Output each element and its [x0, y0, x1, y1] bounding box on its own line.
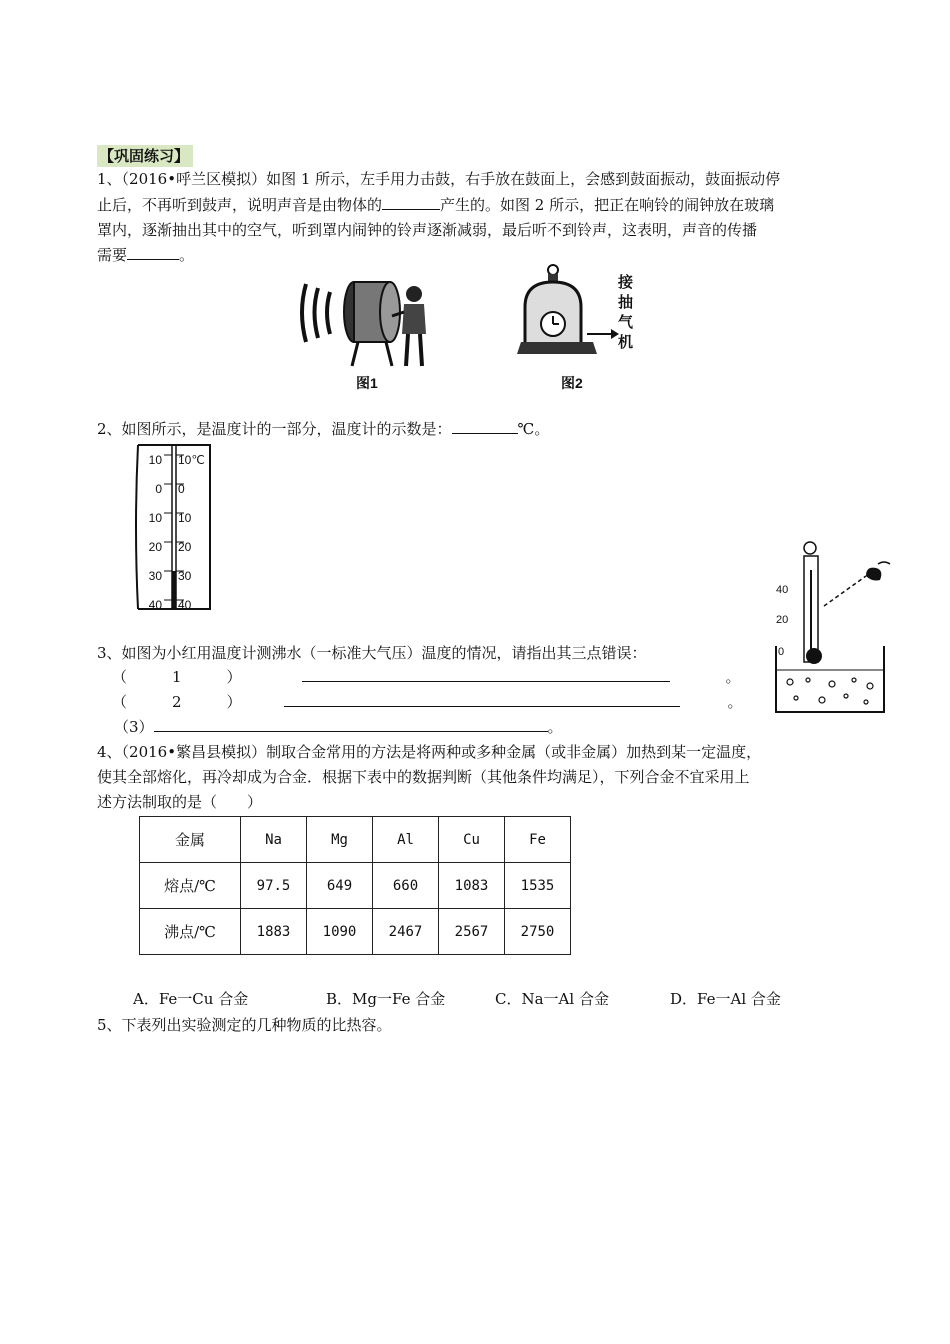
scale-0: 0	[778, 646, 785, 658]
q1-blank-2[interactable]	[127, 245, 179, 260]
table-cell: Fe	[505, 817, 571, 863]
boiling-water-figure	[762, 540, 892, 718]
sound-wave-icon	[302, 284, 330, 342]
q4-line2: 使其全部熔化，再冷却成为合金．根据下表中的数据判断（其他条件均满足），下列合金不宜采用上	[97, 768, 750, 786]
table-row	[140, 817, 571, 863]
q3-item3: （3） 。	[114, 718, 563, 736]
table-cell: 2750	[505, 909, 571, 955]
thermometer-figure	[134, 443, 214, 611]
fig1-label: 图1	[356, 375, 378, 391]
table-cell: 660	[373, 863, 439, 909]
table-cell: 金属	[140, 817, 241, 863]
eye-icon	[866, 568, 881, 581]
table-cell: Na	[241, 817, 307, 863]
option-c[interactable]: C．Na一Al 合金	[495, 990, 609, 1008]
scale-40: 40	[776, 584, 789, 596]
table-row	[140, 863, 571, 909]
q3-item1: （ 1 ） 。	[112, 668, 741, 686]
table-cell: 沸点/℃	[140, 909, 241, 955]
table-cell: Mg	[307, 817, 373, 863]
q2-line: 2、如图所示，是温度计的一部分，温度计的示数是： ℃。	[97, 420, 550, 438]
q1-line3: 罩内，逐渐抽出其中的空气，听到罩内闹钟的铃声逐渐减弱，最后听不到铃声，这表明，声音的传播	[97, 221, 758, 239]
table-cell: Al	[373, 817, 439, 863]
table-cell: 97.5	[241, 863, 307, 909]
q3-item2: （ 2 ） 。	[112, 693, 743, 711]
table-cell: 2567	[439, 909, 505, 955]
q3-text: 3、如图为小红用温度计测沸水（一标准大气压）温度的情况，请指出其三点错误：	[97, 644, 647, 662]
option-b[interactable]: B．Mg一Fe 合金	[326, 990, 446, 1008]
q5-text: 5、下表列出实验测定的几种物质的比热容。	[97, 1016, 392, 1034]
q1-line4: 需要 。	[97, 246, 195, 264]
q3-blank-1[interactable]	[302, 667, 670, 682]
q4-line3: 述方法制取的是（ ）	[97, 793, 263, 811]
metal-table	[139, 816, 571, 955]
table-cell: 1535	[505, 863, 571, 909]
q4-line1: 4、（2016•繁昌县模拟）制取合金常用的方法是将两种或多种金属（或非金属）加热到某一定温度，	[97, 743, 762, 761]
q1-line2: 止后，不再听到鼓声，说明声音是由物体的 产生的。如图 2 所示，把正在响铃的闹钟放在玻璃	[97, 196, 775, 214]
table-cell: 熔点/℃	[140, 863, 241, 909]
pump-label: 接 抽 气 机	[618, 273, 634, 351]
fig2-label: 图2	[561, 375, 583, 391]
option-a[interactable]: A．Fe一Cu 合金	[133, 990, 249, 1008]
q3-blank-3[interactable]	[154, 717, 548, 732]
drum-figure	[296, 272, 436, 372]
table-cell: 649	[307, 863, 373, 909]
q3-blank-2[interactable]	[284, 692, 680, 707]
section-title: 【巩固练习】	[97, 145, 193, 167]
right-scale: 10℃ 0 10 20 30 40	[178, 453, 205, 612]
option-d[interactable]: D．Fe一Al 合金	[670, 990, 781, 1008]
table-cell: 1090	[307, 909, 373, 955]
table-cell: 1883	[241, 909, 307, 955]
left-scale: 10 0 10 20 30 40	[148, 453, 162, 612]
table-cell: 1083	[439, 863, 505, 909]
table-cell: 2467	[373, 909, 439, 955]
q2-blank[interactable]	[452, 419, 518, 434]
q1-line1: 1、（2016•呼兰区模拟）如图 1 所示，左手用力击鼓，右手放在鼓面上，会感到鼓面振动，鼓面振动停	[97, 170, 781, 188]
table-cell: Cu	[439, 817, 505, 863]
q1-blank-1[interactable]	[382, 195, 440, 210]
scale-20: 20	[776, 614, 789, 626]
table-row	[140, 909, 571, 955]
